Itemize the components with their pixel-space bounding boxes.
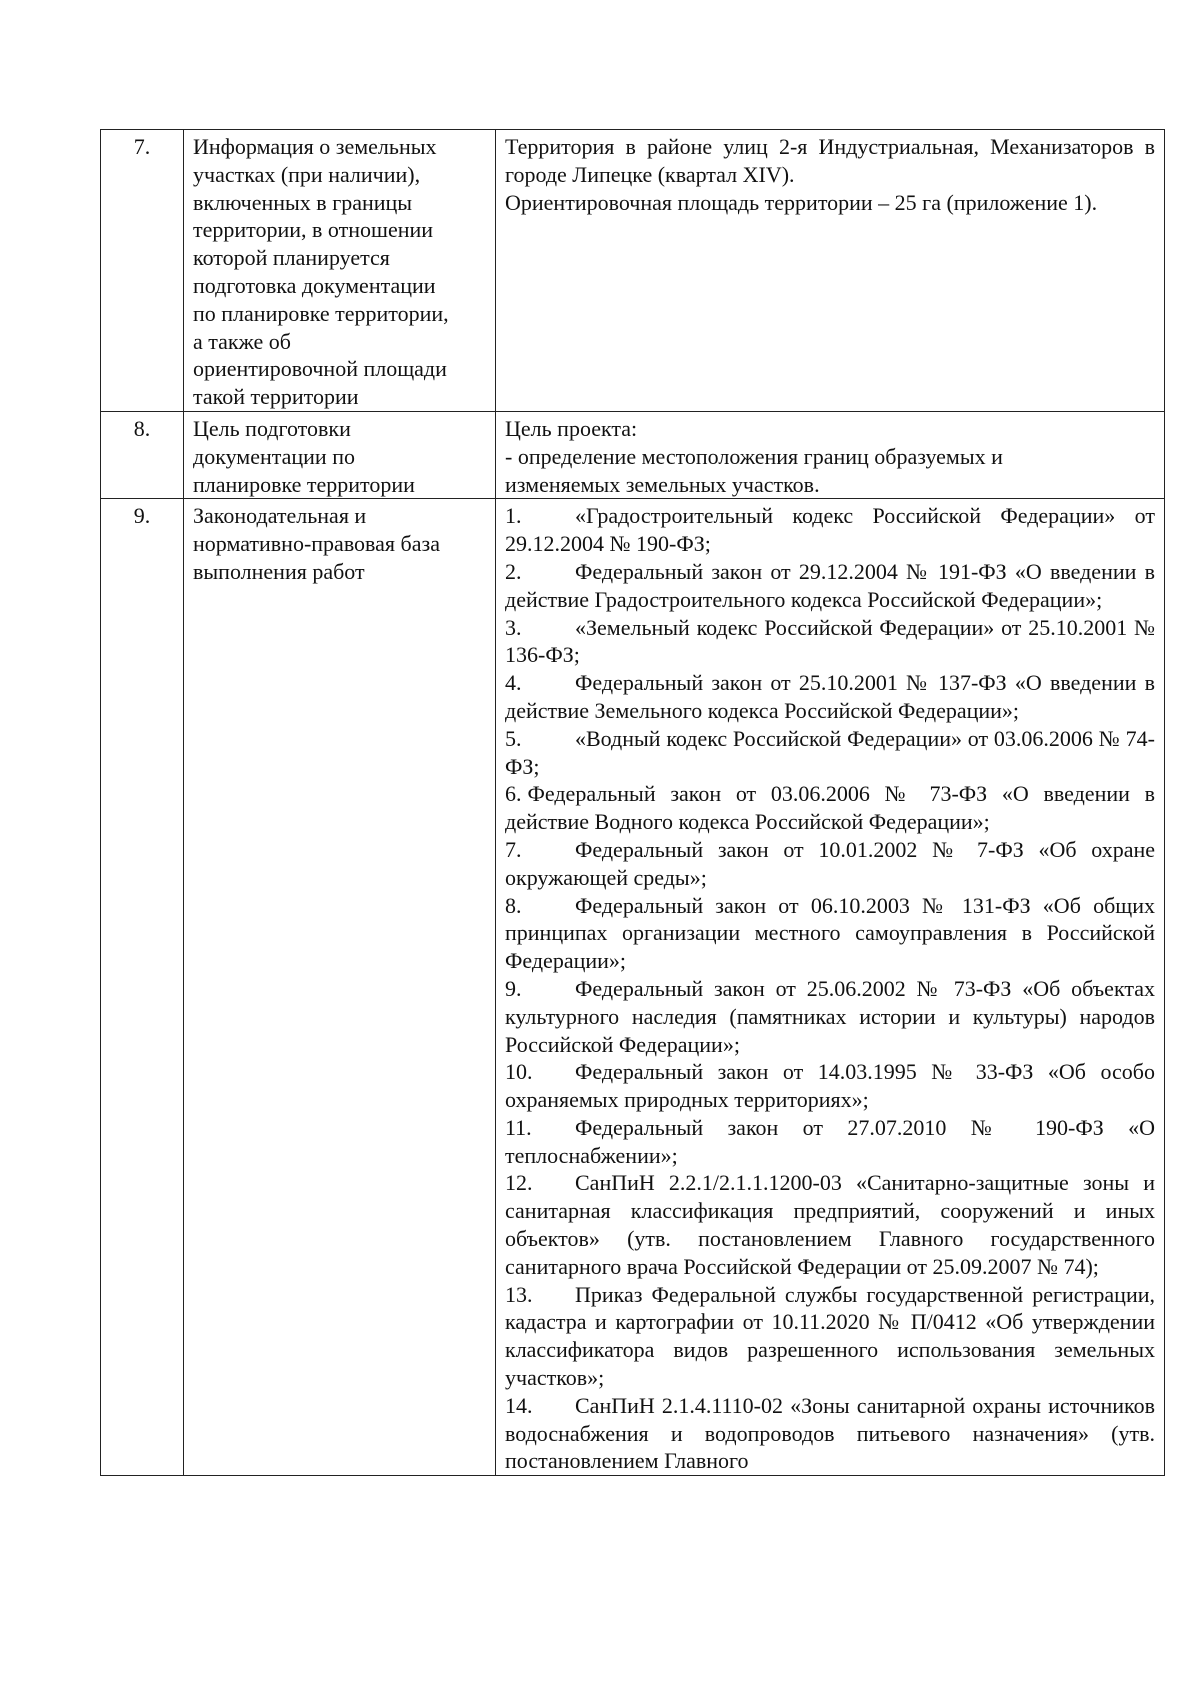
row-name-line: выполнения работ: [193, 558, 365, 584]
row-value: [496, 411, 1165, 498]
row-name: [184, 411, 496, 498]
list-item-text: Федеральный закон от 06.10.2003 № 131-ФЗ «Об общих принципах организации местного самоуправления в Российской Федерации»;: [505, 892, 1155, 974]
row-value: [496, 499, 1165, 1476]
list-item-number: 9.: [505, 975, 522, 1001]
list-item-text: Приказ Федеральной службы государственной регистрации, кадастра и картографии от 10.11.2020 № П/0412 «Об утверждении классификатора видов разрешенного использования земельных участков»;: [505, 1281, 1155, 1391]
list-item-number: 14.: [505, 1392, 533, 1418]
table-row: [101, 499, 1165, 1476]
list-item: [505, 558, 1155, 614]
list-item: [505, 1114, 1155, 1170]
row-name-line: по планировке территории,: [193, 300, 449, 326]
list-item-text: Федеральный закон от 10.01.2002 № 7-ФЗ «Об охране окружающей среды»;: [505, 836, 1155, 890]
list-item-number: 13.: [505, 1281, 533, 1307]
list-item-number: 11.: [505, 1114, 532, 1140]
list-item: [505, 975, 1155, 1058]
row-name-line: нормативно-правовая база: [193, 531, 440, 557]
list-item: [505, 614, 1155, 670]
list-item: [505, 892, 1155, 975]
row-name-line: территории, в отношении: [193, 217, 434, 243]
list-item: [505, 1058, 1155, 1114]
list-item-text: Федеральный закон от 03.06.2006 № 73-ФЗ «О введении в действие Водного кодекса Российской Федерации»;: [505, 781, 1155, 835]
row-name-line: подготовка документации: [193, 272, 436, 298]
list-item-number: 8.: [505, 892, 522, 918]
row-name-line: ориентировочной площади: [193, 356, 447, 382]
list-item-text: Федеральный закон от 25.10.2001 № 137-ФЗ «О введении в действие Земельного кодекса Российской Федерации»;: [505, 670, 1155, 723]
row-name-line: такой территории: [193, 384, 359, 410]
list-item-number: 7.: [505, 836, 522, 862]
goal-line: - определение местоположения границ образуемых и: [505, 443, 1003, 469]
row-name: [184, 499, 496, 1476]
list-item-number: 10.: [505, 1059, 533, 1085]
goal-line: Цель проекта:: [505, 415, 638, 441]
list-item-number: 5.: [505, 725, 522, 751]
row-number: 7.: [101, 130, 184, 412]
list-item-number: 1.: [505, 503, 522, 529]
list-item: [505, 1392, 1155, 1475]
list-item-text: СанПиН 2.2.1/2.1.1.1200-03 «Санитарно-защитные зоны и санитарная классификация предприятий, сооружений и иных объектов» (утв. постановлением Главного государственного санитарного врача Российской Федерации от 25.09.2007 № 74);: [505, 1170, 1155, 1279]
row-number: 9.: [101, 499, 184, 1476]
list-item: [505, 1169, 1155, 1280]
list-item: [505, 725, 1155, 781]
list-item-number: 6.: [505, 781, 522, 807]
goal-line: изменяемых земельных участков.: [505, 471, 820, 497]
list-item-text: «Водный кодекс Российской Федерации» от 03.06.2006 № 74-ФЗ;: [505, 725, 1155, 779]
list-item-number: 3.: [505, 614, 522, 640]
list-item-text: Федеральный закон от 27.07.2010 № 190-ФЗ «О теплоснабжении»;: [505, 1114, 1155, 1168]
list-item-number: 12.: [505, 1170, 533, 1196]
row-name-line: планировке территории: [193, 471, 415, 497]
area-paragraph: Ориентировочная площадь территории – 25 га (приложение 1).: [505, 189, 1098, 215]
table-row: [101, 411, 1165, 498]
row-name-line: Цель подготовки: [193, 415, 351, 441]
list-item-text: «Градостроительный кодекс Российской Федерации» от 29.12.2004 № 190-ФЗ;: [505, 503, 1155, 557]
list-item-text: Федеральный закон от 25.06.2002 № 73-ФЗ «Об объектах культурного наследия (памятниках истории и культуры) народов Российской Федерации»;: [505, 975, 1155, 1057]
list-item-text: СанПиН 2.1.4.1110-02 «Зоны санитарной охраны источников водоснабжения и водопроводов питьевого назначения» (утв. постановлением Главного: [505, 1392, 1155, 1474]
row-name-line: документации по: [193, 443, 355, 469]
row-name: [184, 130, 496, 412]
list-item: [505, 669, 1155, 725]
row-value: [496, 130, 1165, 412]
list-item-number: 4.: [505, 670, 522, 696]
list-item-number: 2.: [505, 558, 522, 584]
list-item: [505, 780, 1155, 836]
list-item-text: Федеральный закон от 29.12.2004 № 191-ФЗ «О введении в действие Градостроительного кодекса Российской Федерации»;: [505, 558, 1155, 612]
row-name-line: которой планируется: [193, 245, 390, 271]
row-name-line: а также об: [193, 328, 291, 354]
row-name-line: Законодательная и: [193, 503, 367, 529]
row-number: 8.: [101, 411, 184, 498]
row-name-line: участках (при наличии),: [193, 161, 421, 187]
list-item: [505, 502, 1155, 558]
table-row: [101, 130, 1165, 412]
territory-paragraph: Территория в районе улиц 2-я Индустриальная, Механизаторов в городе Липецке (квартал XIV).: [505, 134, 1155, 187]
list-item: [505, 836, 1155, 892]
row-name-line: Информация о земельных: [193, 134, 437, 159]
list-item-text: Федеральный закон от 14.03.1995 № 33-ФЗ «Об особо охраняемых природных территориях»;: [505, 1059, 1155, 1113]
requirements-table: [100, 129, 1165, 1476]
list-item-text: «Земельный кодекс Российской Федерации» от 25.10.2001 № 136-ФЗ;: [505, 614, 1155, 668]
row-name-line: включенных в границы: [193, 189, 413, 215]
list-item: [505, 1281, 1155, 1392]
